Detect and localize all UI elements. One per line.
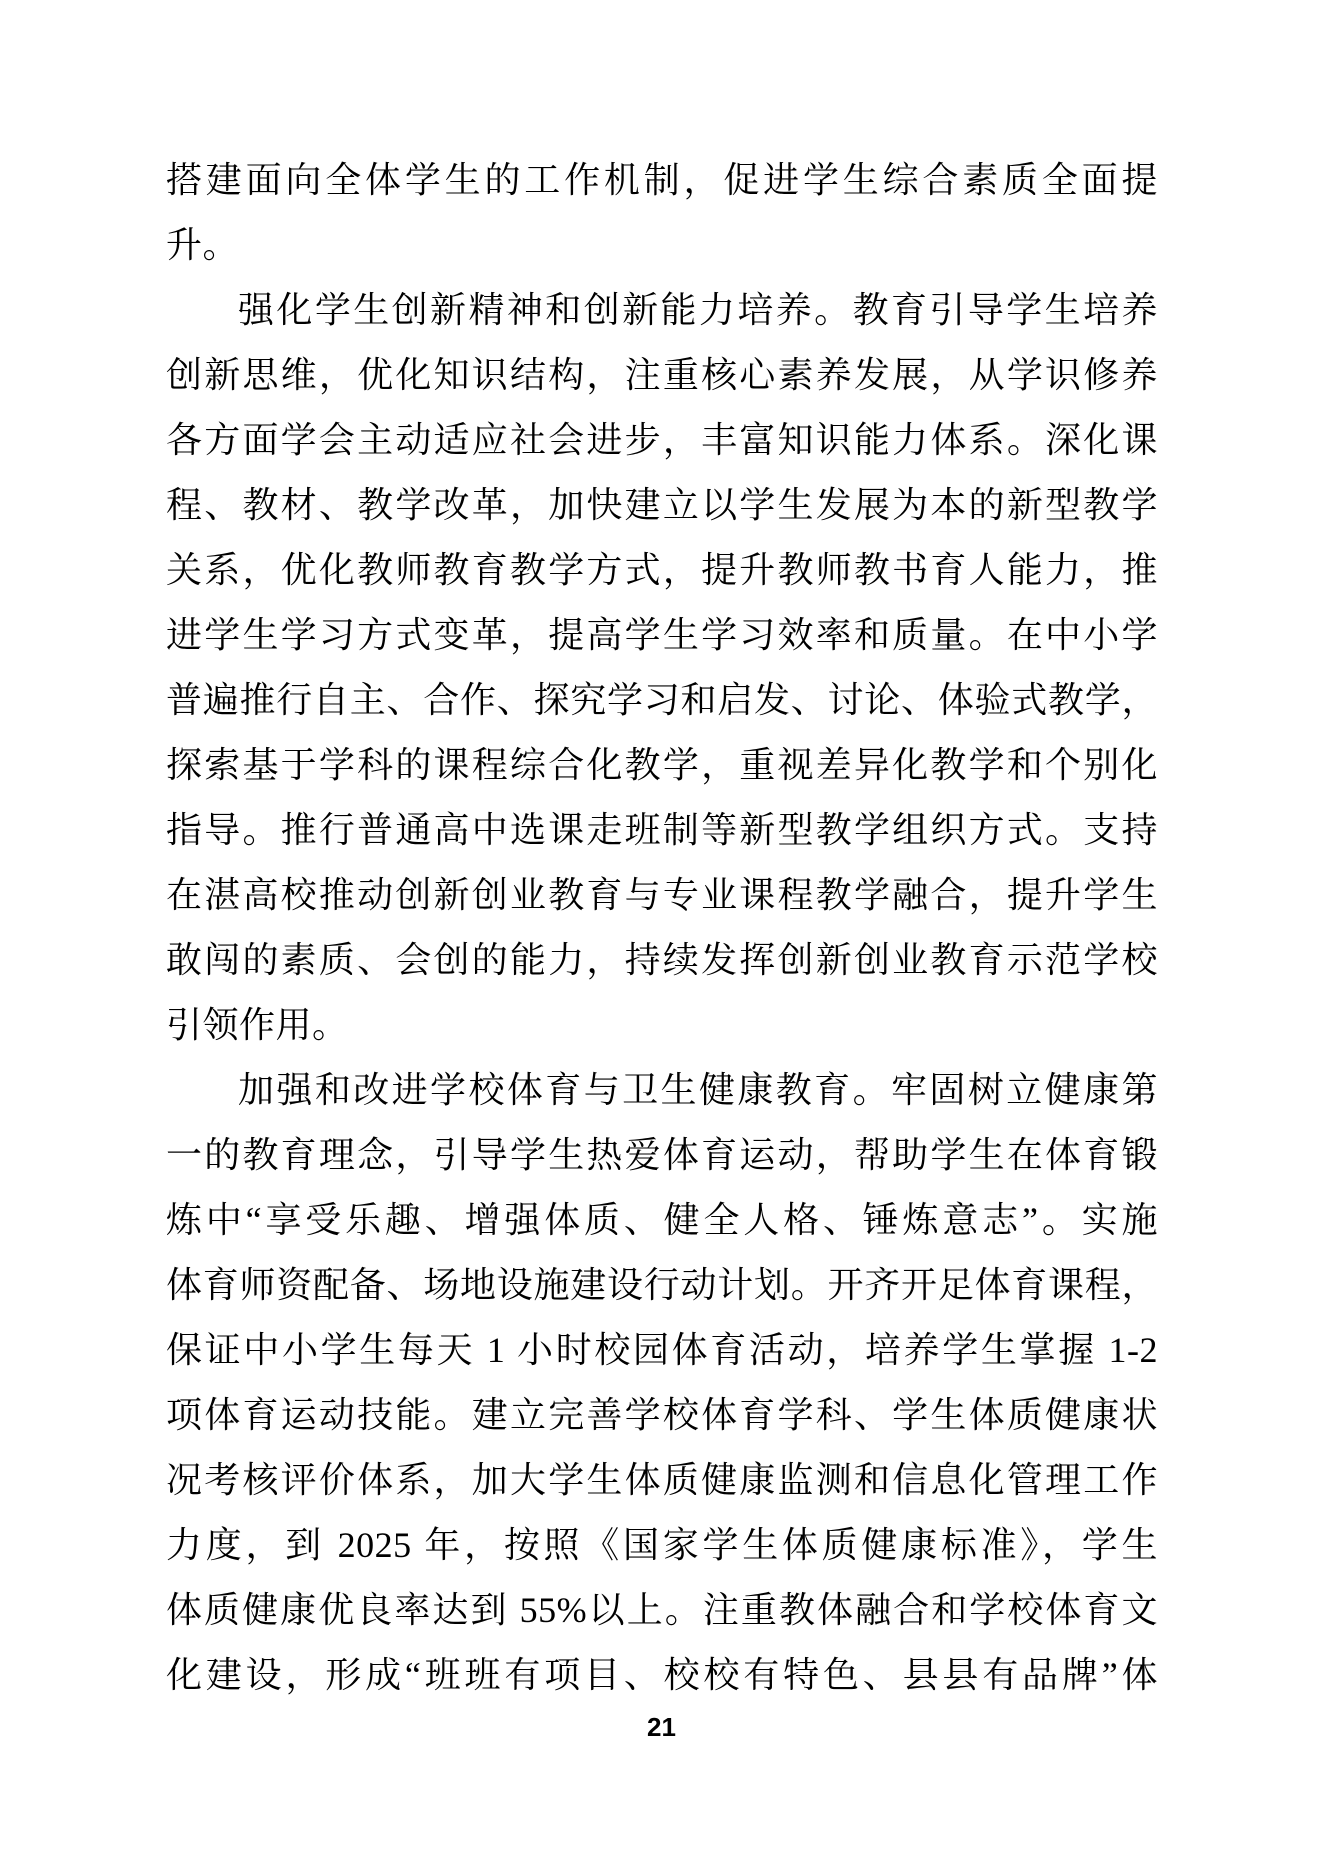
text-line: 引领作用。 (166, 1005, 349, 1045)
text-line: 进学生学习方式变革，提高学生学习效率和质量。在中小学 (166, 615, 1158, 655)
text-line: 指导。推行普通高中选课走班制等新型教学组织方式。支持 (166, 810, 1158, 850)
text-line: 保证中小学生每天 1 小时校园体育活动，培养学生掌握 1-2 (166, 1330, 1158, 1370)
text-line: 升。 (166, 225, 240, 265)
text-line: 各方面学会主动适应社会进步，丰富知识能力体系。深化课 (166, 420, 1158, 460)
text-line: 力度，到 2025 年，按照《国家学生体质健康标准》，学生 (166, 1525, 1158, 1565)
text-line: 探索基于学科的课程综合化教学，重视差异化教学和个别化 (166, 745, 1158, 785)
text-line: 创新思维，优化知识结构，注重核心素养发展，从学识修养 (166, 355, 1158, 395)
text-line: 体育师资配备、场地设施建设行动计划。开齐开足体育课程， (166, 1265, 1158, 1305)
text-line: 敢闯的素质、会创的能力，持续发挥创新创业教育示范学校 (166, 940, 1158, 980)
text-line: 一的教育理念，引导学生热爱体育运动，帮助学生在体育锻 (166, 1135, 1158, 1175)
text-line: 普遍推行自主、合作、探究学习和启发、讨论、体验式教学， (166, 680, 1158, 720)
text-line: 在湛高校推动创新创业教育与专业课程教学融合，提升学生 (166, 875, 1158, 915)
text-line: 程、教材、教学改革，加快建立以学生发展为本的新型教学 (166, 485, 1158, 525)
text-line: 搭建面向全体学生的工作机制，促进学生综合素质全面提 (166, 160, 1158, 200)
paragraph (166, 1058, 1158, 1708)
page-number: 21 (647, 1712, 676, 1742)
paragraph (166, 278, 1158, 1058)
text-line: 况考核评价体系，加大学生体质健康监测和信息化管理工作 (166, 1460, 1158, 1500)
text-line: 关系，优化教师教育教学方式，提升教师教书育人能力，推 (166, 550, 1158, 590)
paragraph (166, 148, 1158, 278)
text-line: 化建设，形成“班班有项目、校校有特色、县县有品牌”体 (166, 1655, 1158, 1695)
text-line: 加强和改进学校体育与卫生健康教育。牢固树立健康第 (238, 1070, 1158, 1110)
text-line: 项体育运动技能。建立完善学校体育学科、学生体质健康状 (166, 1395, 1158, 1435)
body-text (166, 148, 1158, 1708)
text-line: 体质健康优良率达到 55%以上。注重教体融合和学校体育文 (166, 1590, 1158, 1630)
text-line: 强化学生创新精神和创新能力培养。教育引导学生培养 (238, 290, 1158, 330)
text-line: 炼中“享受乐趣、增强体质、健全人格、锤炼意志”。实施 (166, 1200, 1158, 1240)
